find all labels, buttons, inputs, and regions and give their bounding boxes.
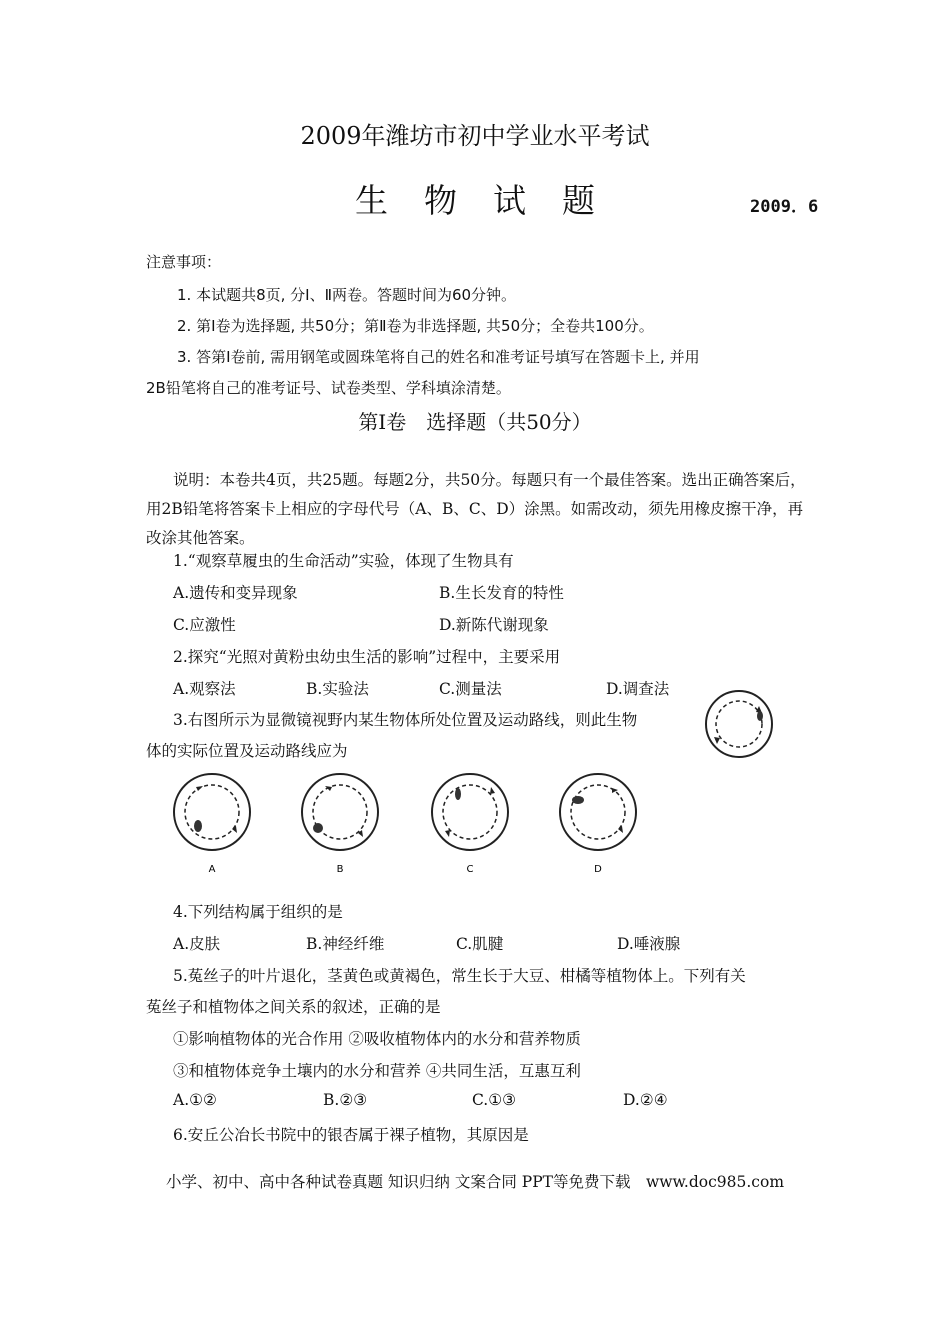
q5-stem-line1: 5.菟丝子的叶片退化，茎黄色或黄褐色，常生长于大豆、柑橘等植物体上。下列有关 [173, 967, 746, 985]
notice-item-3-cont: 2B铅笔将自己的准考证号、试卷类型、学科填涂清楚。 [146, 379, 511, 397]
section-instructions: 说明：本卷共4页，共25题。每题2分，共50分。每题只有一个最佳答案。选出正确答案后，用2B铅笔将答案卡上相应的字母代号（A、B、C、D）涂黑。如需改动，须先用橡皮擦干净，再改涂其他答案。 [146, 471, 806, 547]
q1-option-a: A.遗传和变异现象 [173, 584, 298, 602]
q4-option-d: D.唾液腺 [617, 935, 681, 953]
q2-stem: 2.探究“光照对黄粉虫幼虫生活的影响”过程中，主要采用 [173, 648, 561, 666]
exam-title: 2009年潍坊市初中学业水平考试 [300, 122, 650, 150]
q1-option-d: D.新陈代谢现象 [439, 616, 549, 634]
q1-option-c: C.应激性 [173, 616, 236, 634]
notice-item-3: 3. 答第Ⅰ卷前, 需用钢笔或圆珠笔将自己的姓名和准考证号填写在答题卡上, 并用 [177, 348, 700, 366]
q5-option-a: A.①② [173, 1091, 217, 1109]
q4-option-a: A.皮肤 [173, 935, 221, 953]
q4-option-b: B.神经纤维 [306, 935, 385, 953]
q4-option-c: C.肌腱 [456, 935, 504, 953]
q4-stem: 4.下列结构属于组织的是 [173, 903, 343, 921]
q5-option-c: C.①③ [472, 1091, 517, 1109]
q3-label-d: D [594, 864, 602, 875]
q2-option-c: C.测量法 [439, 680, 502, 698]
q2-option-d: D.调查法 [606, 680, 670, 698]
q2-option-a: A.观察法 [173, 680, 236, 698]
q5-statements-line2: ③和植物体竞争土壤内的水分和营养 ④共同生活，互惠互利 [173, 1062, 581, 1080]
q2-option-b: B.实验法 [306, 680, 369, 698]
q3-figure-a [174, 774, 250, 850]
q5-option-b: B.②③ [323, 1091, 368, 1109]
q3-figure-options [170, 766, 650, 878]
subject-title: 生物试题 [355, 181, 631, 220]
q5-stem-line2: 菟丝子和植物体之间关系的叙述，正确的是 [146, 998, 441, 1016]
notice-heading: 注意事项： [146, 253, 222, 271]
q5-statements-line1: ①影响植物体的光合作用 ②吸收植物体内的水分和营养物质 [173, 1030, 581, 1048]
notice-item-2: 2. 第Ⅰ卷为选择题, 共50分；第Ⅱ卷为非选择题, 共50分；全卷共100分。 [177, 317, 654, 335]
q1-option-b: B.生长发育的特性 [439, 584, 564, 602]
q1-stem: 1.“观察草履虫的生命活动”实验，体现了生物具有 [173, 552, 514, 570]
q3-figure-c [432, 774, 508, 850]
notice-item-1: 1. 本试题共8页, 分Ⅰ、Ⅱ两卷。答题时间为60分钟。 [177, 286, 517, 304]
microscope-field-reference [700, 688, 780, 760]
q3-label-a: A [208, 864, 216, 875]
q3-figure-b [302, 774, 378, 850]
q3-stem-line2: 体的实际位置及运动路线应为 [146, 742, 348, 760]
q5-option-d: D.②④ [623, 1091, 668, 1109]
section-title: 第Ⅰ卷 选择题（共50分） [358, 410, 592, 434]
q6-stem: 6.安丘公冶长书院中的银杏属于裸子植物，其原因是 [173, 1126, 529, 1144]
q3-label-b: B [336, 864, 344, 875]
q3-figure-d [560, 774, 636, 850]
q3-label-c: C [466, 864, 474, 875]
q3-stem-line1: 3.右图所示为显微镜视野内某生物体所处位置及运动路线，则此生物 [173, 711, 638, 729]
page-footer: 小学、初中、高中各种试卷真题 知识归纳 文案合同 PPT等免费下载 www.doc985.com [165, 1173, 785, 1191]
exam-date: 2009．6 [750, 197, 819, 217]
